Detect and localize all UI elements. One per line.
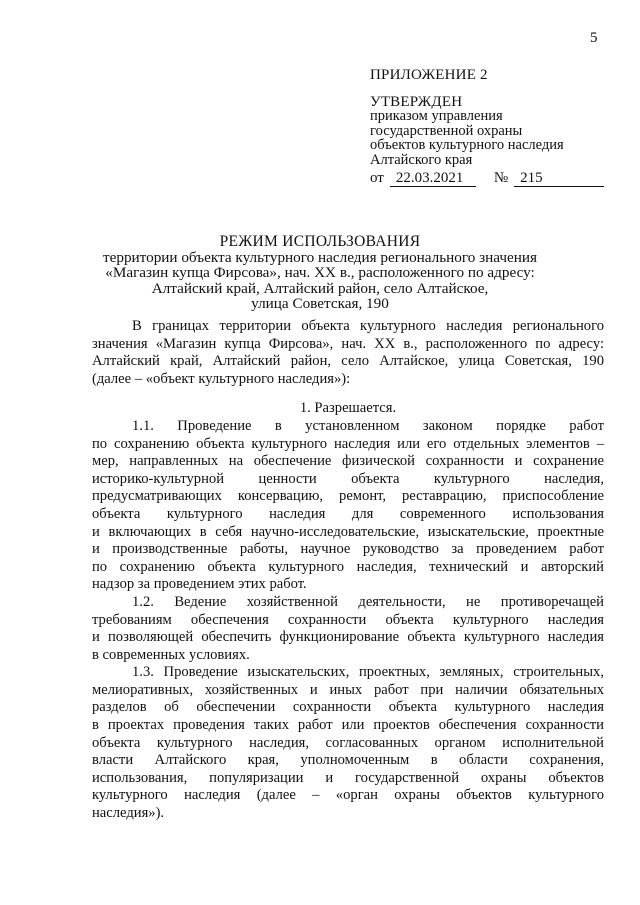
appendix-line: государственной охраны	[370, 122, 523, 139]
text-line: В границах территории объекта культурного наследия регионального	[132, 318, 604, 334]
text-line: значения «Магазин купца Фирсова», нач. XX в., расположенного по адресу:	[92, 335, 604, 352]
item-1-1	[92, 418, 604, 594]
appendix-line: Алтайского края	[370, 151, 473, 168]
heading-line: улица Советская, 190	[251, 295, 389, 312]
document-heading	[0, 234, 640, 312]
text-line: наследия»).	[92, 805, 165, 822]
heading-line: территории объекта культурного наследия регионального значения	[102, 248, 538, 266]
approved-label: УТВЕРЖДЕН	[370, 93, 463, 110]
order-date-number	[370, 171, 620, 187]
page-number: 5	[590, 30, 598, 46]
item-1-2	[92, 594, 604, 664]
text-line: надзор за проведением этих работ.	[92, 576, 307, 593]
intro-paragraph	[92, 318, 604, 388]
text-line: объекта культурного наследия для современного использования	[92, 505, 604, 522]
text-line: мер, направленных на обеспечение физической сохранности и сохранение	[92, 453, 604, 470]
order-date: 22.03.2021	[390, 171, 476, 187]
order-number: 215	[514, 171, 604, 187]
text-line: предусматривающих консервацию, ремонт, реставрацию, приспособление	[92, 488, 604, 505]
text-line: культурного наследия (далее – «орган охраны объектов культурного	[92, 787, 604, 804]
text-line: и включающих в себя научно-исследовательские, изыскательские, проектные	[92, 523, 604, 540]
section-1-title: 1. Разрешается.	[299, 400, 397, 417]
text-line: разделов об обеспечении сохранности объекта культурного наследия	[92, 699, 604, 716]
text-line: по сохранению объекта культурного наследия или его отдельных элементов –	[92, 435, 604, 452]
appendix-block	[370, 68, 620, 187]
heading-title: РЕЖИМ ИСПОЛЬЗОВАНИЯ	[219, 233, 421, 250]
text-line: власти Алтайского края, уполномоченным в области сохранения,	[92, 752, 604, 769]
text-line: в современных условиях.	[92, 646, 250, 663]
item-1-3	[92, 664, 604, 822]
appendix-line: объектов культурного наследия	[370, 137, 564, 153]
document-body	[92, 318, 604, 823]
appendix-title: ПРИЛОЖЕНИЕ 2	[370, 67, 488, 83]
text-line: по сохранению объекта культурного наследия, технический и авторский	[92, 558, 604, 575]
appendix-line: приказом управления	[370, 108, 503, 124]
text-line: требованиям обеспечения сохранности объекта культурного наследия	[92, 611, 604, 628]
from-label: от	[370, 170, 384, 186]
text-line: 1.2. Ведение хозяйственной деятельности, не противоречащей	[132, 593, 604, 610]
text-line: 1.3. Проведение изыскательских, проектных, земляных, строительных,	[132, 664, 604, 681]
text-line: мелиоративных, хозяйственных и иных работ при наличии обязательных	[92, 681, 604, 698]
text-line: историко-культурной ценности объекта культурного наследия,	[92, 470, 604, 487]
text-line: 1.1. Проведение в установленном законом порядке работ	[132, 417, 604, 434]
number-sign: №	[493, 170, 509, 186]
text-line: (далее – «объект культурного наследия»):	[92, 370, 351, 387]
text-line: Алтайский край, Алтайский район, село Алтайское, улица Советская, 190	[92, 353, 604, 370]
heading-line: Алтайский край, Алтайский район, село Алтайское,	[151, 279, 489, 297]
text-line: объекта культурного наследия, согласованных органом исполнительной	[92, 734, 604, 751]
heading-line: «Магазин купца Фирсова», нач. XX в., расположенного по адресу:	[105, 264, 535, 281]
text-line: и позволяющей обеспечить функционирование объекта культурного наследия	[92, 629, 604, 646]
text-line: в проектах проведения таких работ или проектов обеспечения сохранности	[92, 717, 604, 734]
text-line: использования, популяризации и государственной охраны объектов	[92, 769, 604, 786]
text-line: и производственные работы, научное руководство за проведением работ	[92, 541, 604, 558]
